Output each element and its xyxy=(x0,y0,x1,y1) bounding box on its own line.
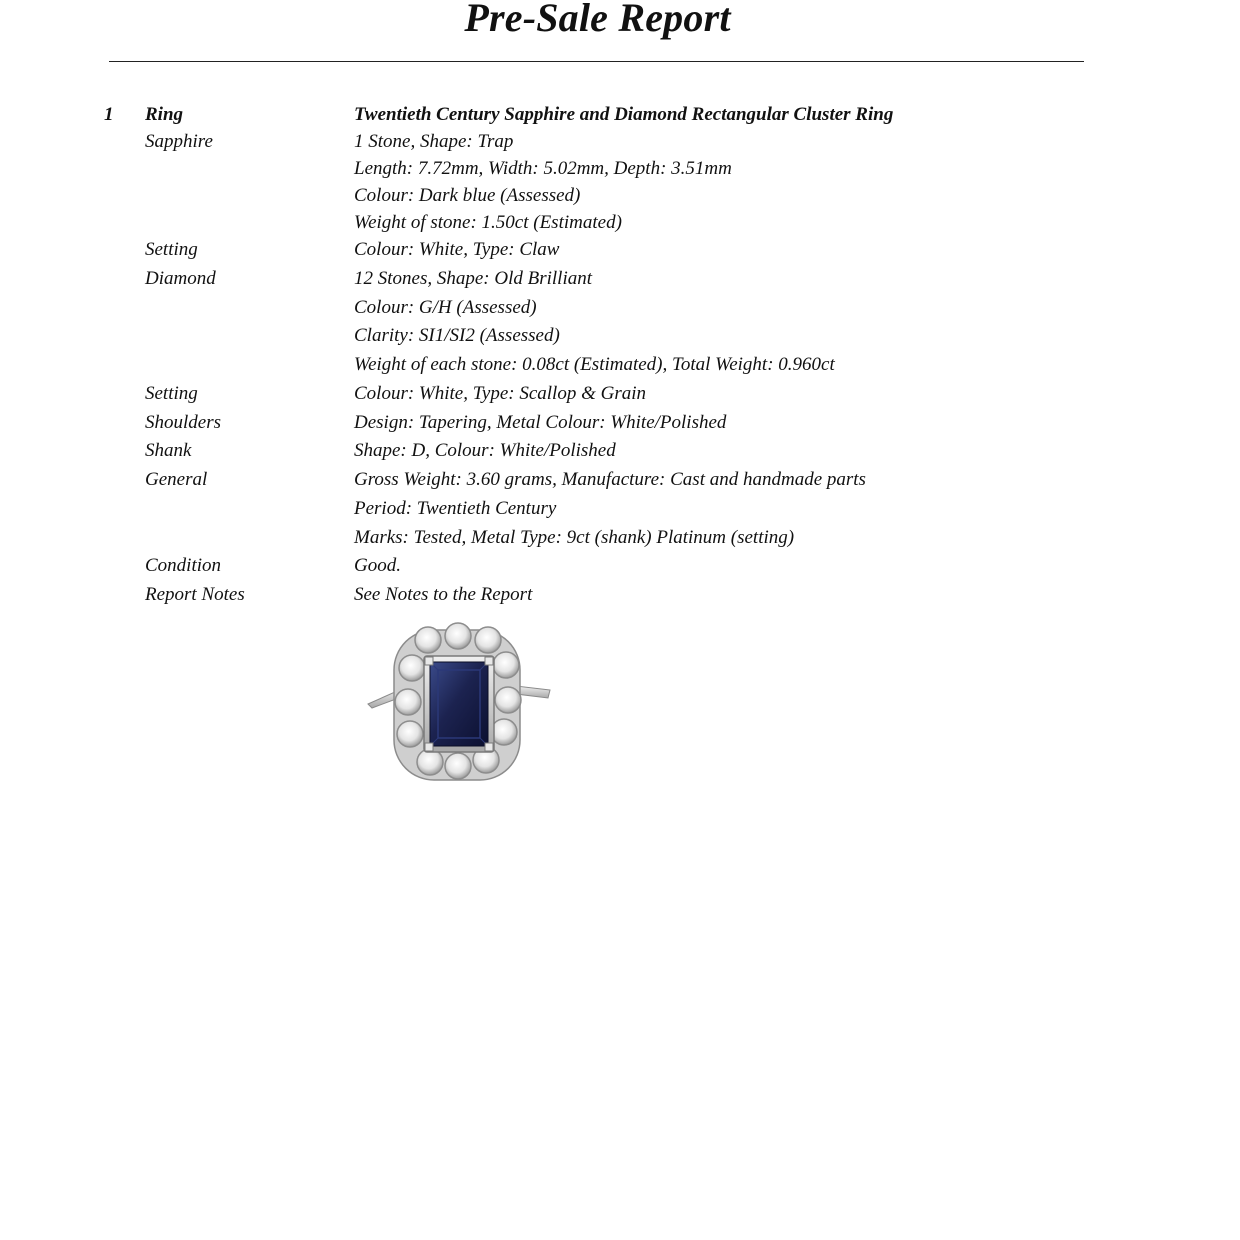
shoulders-value: Design: Tapering, Metal Colour: White/Polished xyxy=(354,412,727,433)
diamond-stones-shape: 12 Stones, Shape: Old Brilliant xyxy=(354,268,593,289)
title-underline xyxy=(109,61,1084,62)
sapphire-stone-shape: 1 Stone, Shape: Trap xyxy=(354,131,514,152)
shank-label: Shank xyxy=(145,440,192,461)
lot-description: Twentieth Century Sapphire and Diamond Rectangular Cluster Ring xyxy=(354,104,894,125)
diamond-weight: Weight of each stone: 0.08ct (Estimated), Total Weight: 0.960ct xyxy=(354,354,835,375)
report-notes-value: See Notes to the Report xyxy=(354,584,533,605)
shoulders-label: Shoulders xyxy=(145,412,221,433)
diamond-clarity: Clarity: SI1/SI2 (Assessed) xyxy=(354,325,560,346)
sapphire-colour: Colour: Dark blue (Assessed) xyxy=(354,185,581,206)
lot-number: 1 xyxy=(104,104,114,125)
general-label: General xyxy=(145,469,208,490)
sapphire-dimensions: Length: 7.72mm, Width: 5.02mm, Depth: 3.51mm xyxy=(354,158,732,179)
lot-type-label: Ring xyxy=(145,104,184,125)
diamond-label: Diamond xyxy=(145,268,216,289)
sapphire-label: Sapphire xyxy=(145,131,213,152)
diamond-colour: Colour: G/H (Assessed) xyxy=(354,297,537,318)
ring-photo xyxy=(364,620,556,784)
diamond-setting-label: Setting xyxy=(145,383,198,404)
sapphire-setting-value: Colour: White, Type: Claw xyxy=(354,239,560,260)
sapphire-weight: Weight of stone: 1.50ct (Estimated) xyxy=(354,212,622,233)
diamond-setting-value: Colour: White, Type: Scallop & Grain xyxy=(354,383,647,404)
general-weight-manufacture: Gross Weight: 3.60 grams, Manufacture: Cast and handmade parts xyxy=(354,469,866,490)
report-notes-label: Report Notes xyxy=(145,584,245,605)
condition-value: Good. xyxy=(354,555,401,576)
sapphire-setting-label: Setting xyxy=(145,239,198,260)
shank-value: Shape: D, Colour: White/Polished xyxy=(354,440,616,461)
general-marks: Marks: Tested, Metal Type: 9ct (shank) Platinum (setting) xyxy=(354,527,795,548)
general-period: Period: Twentieth Century xyxy=(354,498,557,519)
condition-label: Condition xyxy=(145,555,222,576)
page-title: Pre-Sale Report xyxy=(464,0,731,40)
